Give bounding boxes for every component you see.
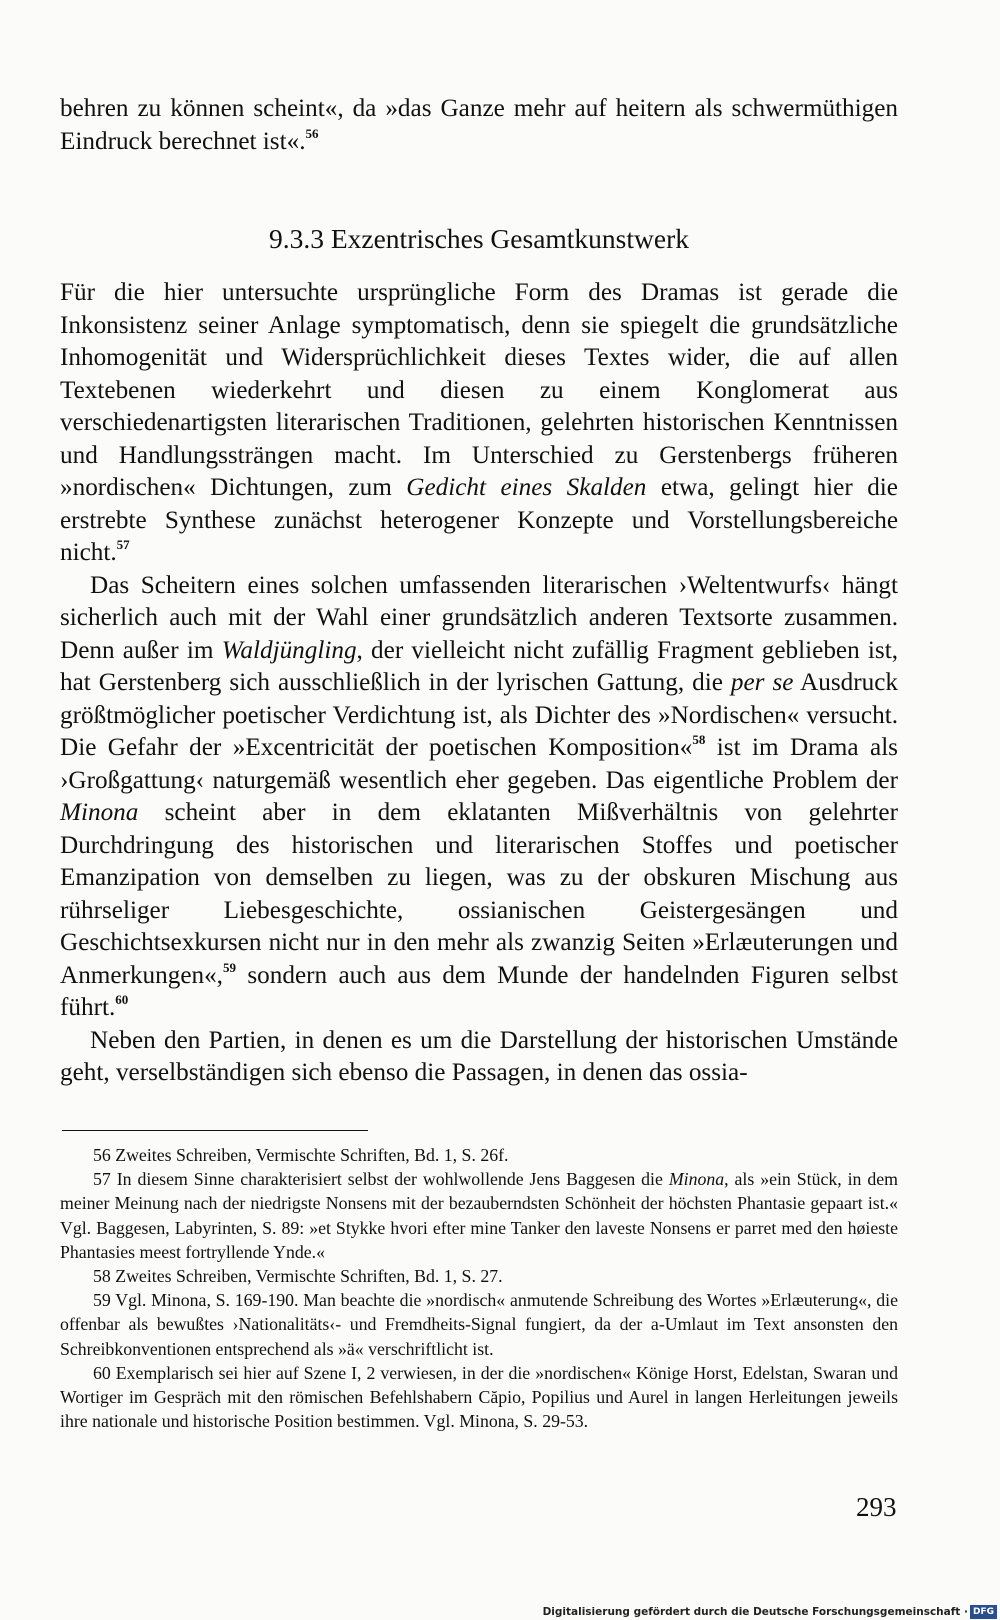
footnote-59 xyxy=(60,1288,898,1361)
footnote-text: Zweites Schreiben, Vermischte Schriften, Bd. 1, S. 27. xyxy=(115,1266,503,1287)
top-paragraph-text: behren zu können scheint«, da »das Ganze mehr auf heitern als schwermüthigen Eindruck berechnet ist«. xyxy=(60,95,898,155)
footnotes xyxy=(60,1143,898,1433)
top-paragraph xyxy=(60,93,898,158)
paragraph-2 xyxy=(60,570,898,1025)
paragraph-3: Neben den Partien, in denen es um die Darstellung der historischen Umstände geht, verselbständigen sich ebenso die Passagen, in denen das ossia- xyxy=(60,1026,898,1086)
footnote-ref-57[interactable]: 57 xyxy=(116,537,130,552)
footnote-number: 56 xyxy=(93,1145,111,1165)
footnote-number: 59 xyxy=(93,1290,111,1311)
footnote-italic-minona: Minona xyxy=(668,1169,725,1190)
para2-text-a: Das Scheitern eines solchen umfassenden literarischen ›Weltentwurfs‹ hängt sicherlich auch mit der Wahl einer grundsätzlich anderen Textsorte zusammen. Denn außer im xyxy=(60,571,898,664)
footnote-text: Vgl. Minona, S. 169-190. Man beachte die »nordisch« anmutende Schreibung des Wortes »Erlæuterung«, die offenbar als bewußtes ›Nationalitäts‹- und Fremdheits-Signal fungiert, da der a-Umlaut im Text ansonsten den Schreibkonventionen entsprechend als »ä« verschriftlicht ist. xyxy=(60,1290,898,1359)
section-heading: 9.3.3 Exzentrisches Gesamtkunstwerk xyxy=(268,223,690,254)
footnote-56 xyxy=(60,1143,898,1167)
para2-text-b: , der vielleicht nicht zufällig Fragment geblieben ist, hat Gerstenberg sich ausschließlich in der lyrischen Gattung, die xyxy=(60,636,899,696)
body-text xyxy=(60,277,898,1090)
footnote-ref-59[interactable]: 59 xyxy=(222,959,236,975)
para2-text-c: Ausdruck größtmöglicher poetischer Verdichtung ist, als Dichter des »Nordischen« versucht. Die Gefahr der »Excentricität der poetischen Komposition« xyxy=(60,669,899,761)
para2-italic-minona: Minona xyxy=(60,799,139,826)
footnote-57 xyxy=(60,1167,898,1264)
para2-text-d: ist im Drama als ›Großgattung‹ naturgemäß wesentlich eher gegeben. Das eigentliche Problem der xyxy=(60,734,898,794)
footnote-text: , als »ein Stück, in dem meiner Meinung nach der niedrigste Nonsens mit der bezauberndsten Schönheit der höchsten Phantasie gepaart ist.« Vgl. Baggesen, Labyrinten, S. 89: »et Stykke hvori efter mine Tanker den laveste Nonsens er parret med den høieste Phantasies meest fortryllende Ynde.« xyxy=(60,1169,898,1262)
para1-text-a: Für die hier untersuchte ursprüngliche Form des Dramas ist gerade die Inkonsistenz seiner Anlage symptomatisch, denn sie spiegelt die grundsätzliche Inhomogenität und Widersprüchlichkeit dieses Textes wider, die auf allen Textebenen wiederkehrt und diesen zu einem Konglomerat aus verschiedenartigsten literarischen Traditionen, gelehrten historischen Kenntnissen und Handlungssträngen macht. Im Unterschied zu Gerstenbergs früheren »nordischen« Dichtungen, zum xyxy=(60,279,898,501)
footnote-text: Zweites Schreiben, Vermischte Schriften, Bd. 1, S. 26f. xyxy=(115,1145,509,1165)
dfg-funding-banner[interactable] xyxy=(543,1603,997,1620)
footnote-ref-56[interactable]: 56 xyxy=(305,125,319,141)
page-number: 293 xyxy=(856,1492,897,1522)
footnote-ref-60[interactable]: 60 xyxy=(115,992,129,1007)
footnote-58 xyxy=(60,1264,898,1288)
dfg-logo-icon: DFG xyxy=(970,1605,997,1619)
para2-italic-per-se: per se xyxy=(730,669,794,696)
para1-text-b: etwa, gelingt hier die erstrebte Synthese zunächst heterogener Konzepte und Vorstellungsbereiche nicht. xyxy=(60,474,898,566)
para2-text-e: scheint aber in dem eklatanten Mißverhältnis von gelehrter Durchdringung des historischen und literarischen Stoffes und poetischer Emanzipation von demselben zu liegen, was zu der obskuren Mischung aus rührseliger Liebesgeschichte, ossianischen Geistergesängen und Geschichtsexkursen nicht nur in den mehr als zwanzig Seiten »Erlæuterungen und Anmerkungen«, xyxy=(60,799,898,989)
footnote-ref-58[interactable]: 58 xyxy=(692,732,706,747)
footnote-divider xyxy=(62,1130,368,1131)
footnote-60 xyxy=(60,1361,898,1434)
footnote-text: In diesem Sinne charakterisiert selbst der wohlwollende Jens Baggesen die xyxy=(116,1169,669,1190)
footnote-number: 58 xyxy=(93,1266,111,1287)
footnote-number: 57 xyxy=(93,1169,111,1190)
para1-italic-title: Gedicht eines Skalden xyxy=(406,474,647,501)
para2-text-f: sondern auch aus dem Munde der handelnden Figuren selbst führt. xyxy=(60,961,898,1021)
dfg-banner-text: Digitalisierung gefördert durch die Deutsche Forschungsgemeinschaft · xyxy=(542,1605,968,1618)
para2-italic-waldjuengling: Waldjüngling xyxy=(221,636,357,664)
footnote-text: Exemplarisch sei hier auf Szene I, 2 verwiesen, in der die »nordischen« Könige Horst, Edelstan, Swaran und Wortiger im Gespräch mit den römischen Befehlshabern Căpio, Popilius und Aurel in langen Herleitungen jeweils ihre nationale und historische Position bestimmen. Vgl. Minona, S. 29-53. xyxy=(60,1362,898,1432)
paragraph-1 xyxy=(60,277,898,570)
footnote-number: 60 xyxy=(93,1362,111,1383)
